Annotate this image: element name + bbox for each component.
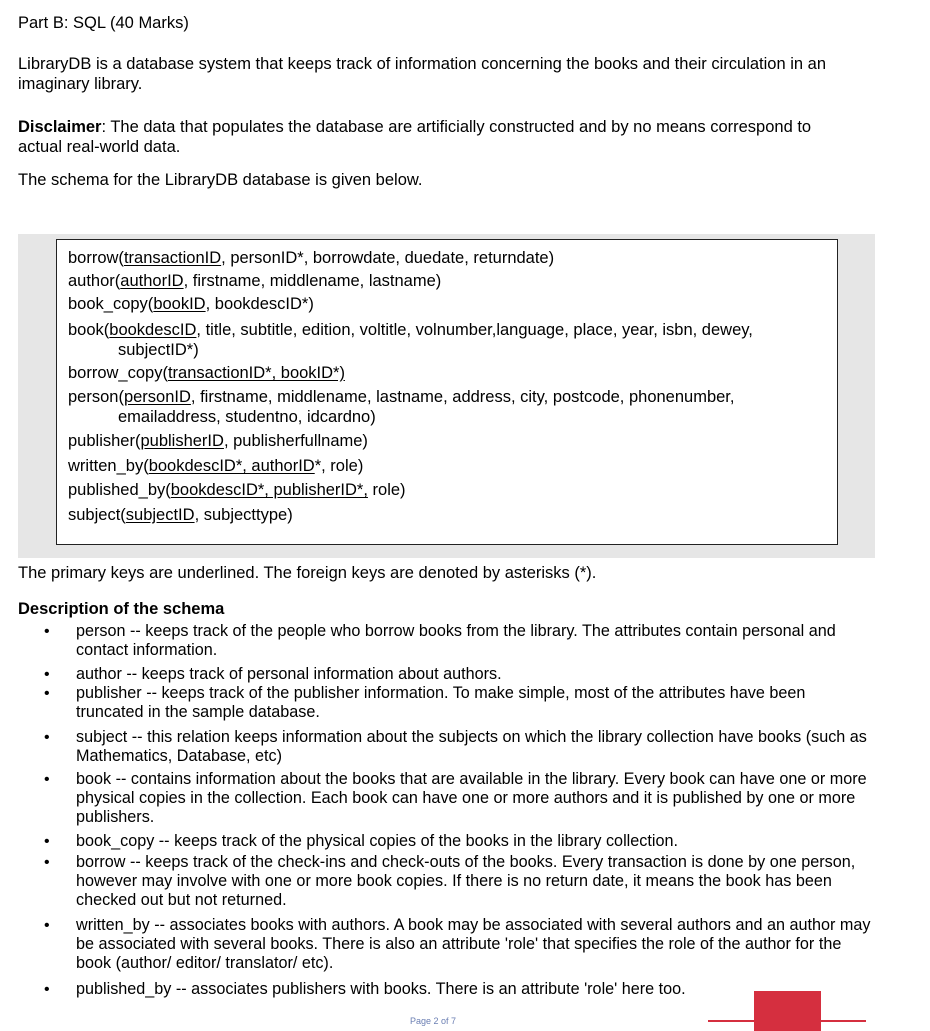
schema-borrow: borrow(transactionID, personID*, borrowdate, duedate, returndate) — [68, 249, 555, 267]
schema-book-copy: book_copy(bookID, bookdescID*) — [68, 295, 314, 313]
bullet-icon: • — [44, 917, 50, 934]
schema-author: author(authorID, firstname, middlename, lastname) — [68, 272, 442, 290]
primary-key: bookdescID*, authorID — [148, 457, 315, 475]
description-title: Description of the schema — [18, 600, 225, 618]
primary-key: bookdescID*, publisherID*, — [170, 481, 368, 499]
keys-note: The primary keys are underlined. The foreign keys are denoted by asterisks (*). — [18, 564, 597, 582]
bullet-icon: • — [44, 623, 50, 640]
schema-borrow-copy: borrow_copy(transactionID*, bookID*) — [68, 364, 345, 382]
page-number: Page 2 of 7 — [410, 1016, 457, 1026]
bullet-icon: • — [44, 729, 50, 746]
disclaimer-paragraph — [18, 117, 838, 157]
bullet-icon: • — [44, 854, 50, 871]
primary-key: transactionID — [123, 249, 222, 267]
bullet-icon: • — [44, 666, 50, 683]
schema-subject: subject(subjectID, subjecttype) — [68, 506, 293, 524]
red-accent-block — [754, 991, 821, 1031]
schema-book-continued: subjectID*) — [118, 341, 199, 359]
disclaimer-label: Disclaimer — [18, 118, 102, 136]
primary-key: transactionID*, bookID*) — [167, 364, 345, 382]
schema-publisher: publisher(publisherID, publisherfullname) — [68, 432, 368, 450]
intro-paragraph: LibraryDB is a database system that keeps track of information concerning the books and their circulation in an imaginary library. — [18, 55, 827, 93]
bullet-icon: • — [44, 771, 50, 788]
part-title: Part B: SQL (40 Marks) — [18, 14, 189, 32]
document-page: Part B: SQL (40 Marks) LibraryDB is a database system that keeps track of information concerning the books and their circulation in an imaginary library. Disclaimer: The data that populates the database are artificially constructed and by no means correspond to actual real-world data. The schema for the LibraryDB database is given below. borrow(transactionID, personID*, borrowdate, duedate, returndate) author(authorID, firstname, middlename, lastname) book_copy(bookID, bookdescID*) book(bookdescID, title, subtitle, edition, voltitle, volnumber,language, place, year, isbn, dewey, subjectID*) borrow_copy(transactionID*, bookID*) person(personID, firstname, middlename, lastname, address, city, postcode, phonenumber, emailaddress, studentno, idcardno) publisher(publisherID, publisherfullname) written_by(bookdescID*, authorID*, role) published_by(bookdescID*, publisherID*, role) subject(subjectID, subjecttype) The primary keys are underlined. The foreign keys are denoted by asterisks (*). Description of the schema • person -- keeps track of the people who borrow books from the library. The attributes contain personal and contact information. • author -- keeps track of personal information about authors. • publisher -- keeps track of the publisher information. To make simple, most of the attributes have been truncated in the sample database. • subject -- this relation keeps information about the subjects on which the library collection have books (such as Mathematics, Database, etc) • book -- contains information about the books that are available in the library. Every book can have one or more physical copies in the collection. Each book can have one or more authors and it is published by one or more publishers. • book_copy -- keeps track of the physical copies of the books in the library collection. • borrow -- keeps track of the check-ins and check-outs of the books. Every transaction is done by one person, however may involve with one or more book copies. If there is no return date, it means the book has been checked out but not returned. • written_by -- associates books with authors. A book may be associated with several authors and an author may be associated with several books. There is also an attribute 'role' that specifies the role of the author for the book (author/ editor/ translator/ etc). • published_by -- associates publishers with books. There is an attribute 'role' here too. Page 2 of 7 — [0, 0, 930, 1024]
primary-key: bookdescID — [109, 321, 197, 339]
primary-key: authorID — [120, 272, 184, 290]
disclaimer-text: : The data that populates the database are artificially constructed and by no means correspond to actual real-world data. — [18, 118, 812, 156]
schema-published-by: published_by(bookdescID*, publisherID*, role) — [68, 481, 406, 499]
schema-intro: The schema for the LibraryDB database is given below. — [18, 171, 423, 189]
schema-written-by: written_by(bookdescID*, authorID*, role) — [68, 457, 364, 475]
primary-key: publisherID — [140, 432, 224, 450]
primary-key: bookID — [153, 295, 206, 313]
primary-key: subjectID — [125, 506, 195, 524]
schema-person: person(personID, firstname, middlename, lastname, address, city, postcode, phonenumber, — [68, 388, 735, 406]
primary-key: personID — [123, 388, 191, 406]
bullet-icon: • — [44, 685, 50, 702]
schema-book: book(bookdescID, title, subtitle, edition, voltitle, volnumber,language, place, year, isbn, dewey, — [68, 321, 753, 339]
schema-person-continued: emailaddress, studentno, idcardno) — [118, 408, 376, 426]
red-accent-line — [708, 1020, 866, 1022]
bullet-icon: • — [44, 981, 50, 998]
bullet-icon: • — [44, 833, 50, 850]
